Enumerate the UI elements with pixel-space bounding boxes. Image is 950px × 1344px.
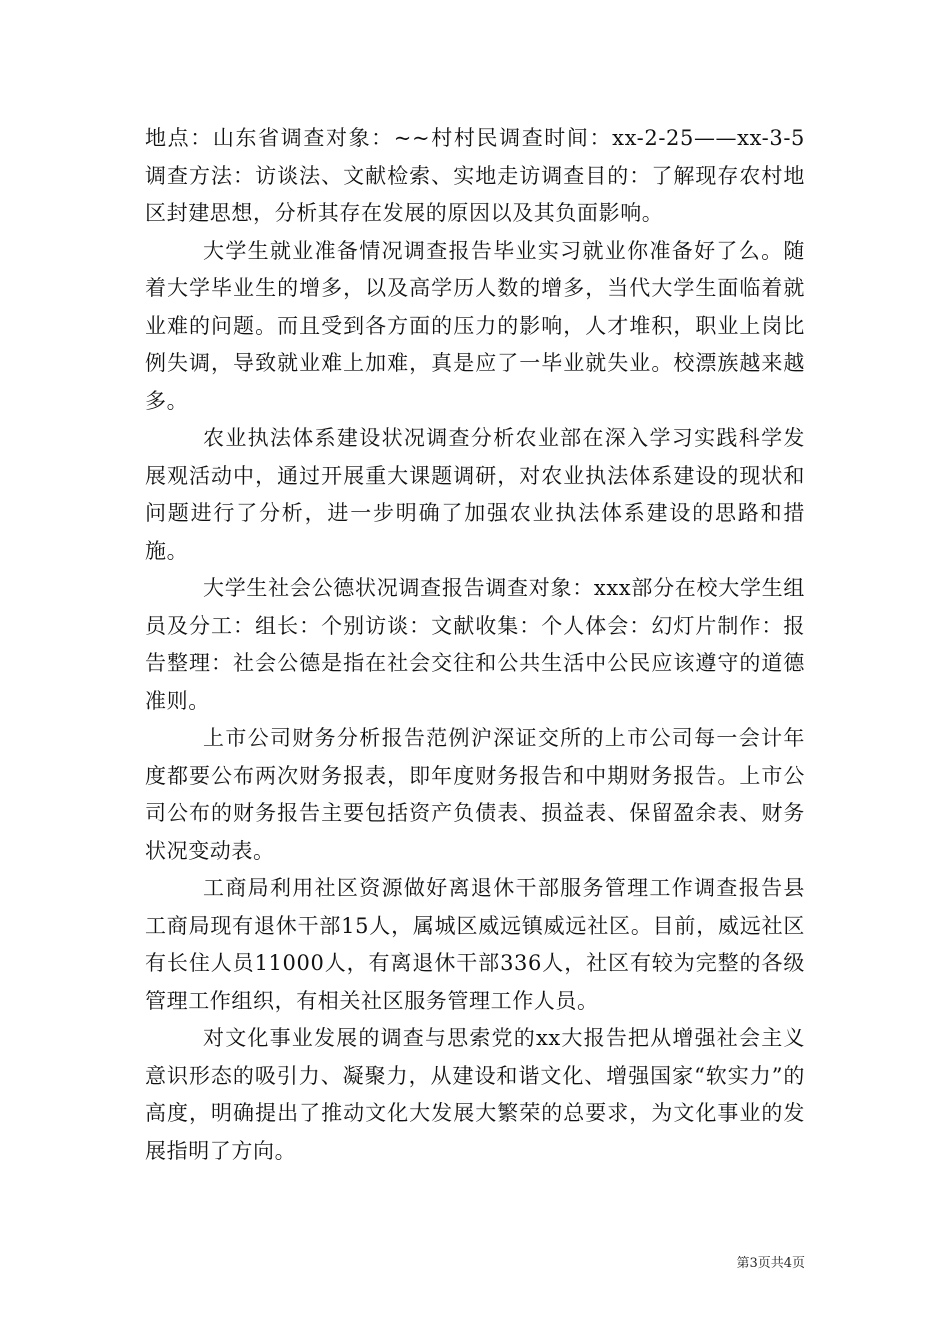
paragraph-employment-report: 大学生就业准备情况调查报告毕业实习就业你准备好了么。随着大学毕业生的增多，以及高学历人数的增多，当代大学生面临着就业难的问题。而且受到各方面的压力的影响，人才堆积，职业上岗比例失调，导致就业难上加难，真是应了一毕业就失业。校漂族越来越多。 (145, 238, 805, 413)
paragraph-financial-analysis: 上市公司财务分析报告范例沪深证交所的上市公司每一会计年度都要公布两次财务报表，即年度财务报告和中期财务报告。上市公司公布的财务报告主要包括资产负债表、损益表、保留盈余表、财务状况变动表。 (145, 726, 805, 863)
paragraph-survey-details: 地点：山东省调查对象：~~村村民调查时间：xx-2-25——xx-3-5调查方法：访谈法、文献检索、实地走访调查目的：了解现存农村地区封建思想，分析其存在发展的原因以及其负面影响。 (145, 126, 805, 225)
document-body (145, 120, 805, 1170)
paragraph-cultural-development: 对文化事业发展的调查与思索党的xx大报告把从增强社会主义意识形态的吸引力、凝聚力，从建设和谐文化、增强国家“软实力”的高度，明确提出了推动文化大发展大繁荣的总要求，为文化事业的发展指明了方向。 (145, 1026, 805, 1163)
page-number: 第3页共4页 (736, 1256, 805, 1271)
paragraph-agriculture-enforcement: 农业执法体系建设状况调查分析农业部在深入学习实践科学发展观活动中，通过开展重大课题调研，对农业执法体系建设的现状和问题进行了分析，进一步明确了加强农业执法体系建设的思路和措施。 (145, 426, 805, 563)
paragraph-social-ethics: 大学生社会公德状况调查报告调查对象：xxx部分在校大学生组员及分工：组长：个别访谈：文献收集：个人体会：幻灯片制作：报告整理：社会公德是指在社会交往和公共生活中公民应该遵守的道德准则。 (145, 576, 805, 713)
paragraph-retired-cadres: 工商局利用社区资源做好离退休干部服务管理工作调查报告县工商局现有退休干部15人，属城区威远镇威远社区。目前，威远社区有长住人员11000人，有离退休干部336人，社区有较为完整的各级管理工作组织，有相关社区服务管理工作人员。 (145, 876, 805, 1013)
